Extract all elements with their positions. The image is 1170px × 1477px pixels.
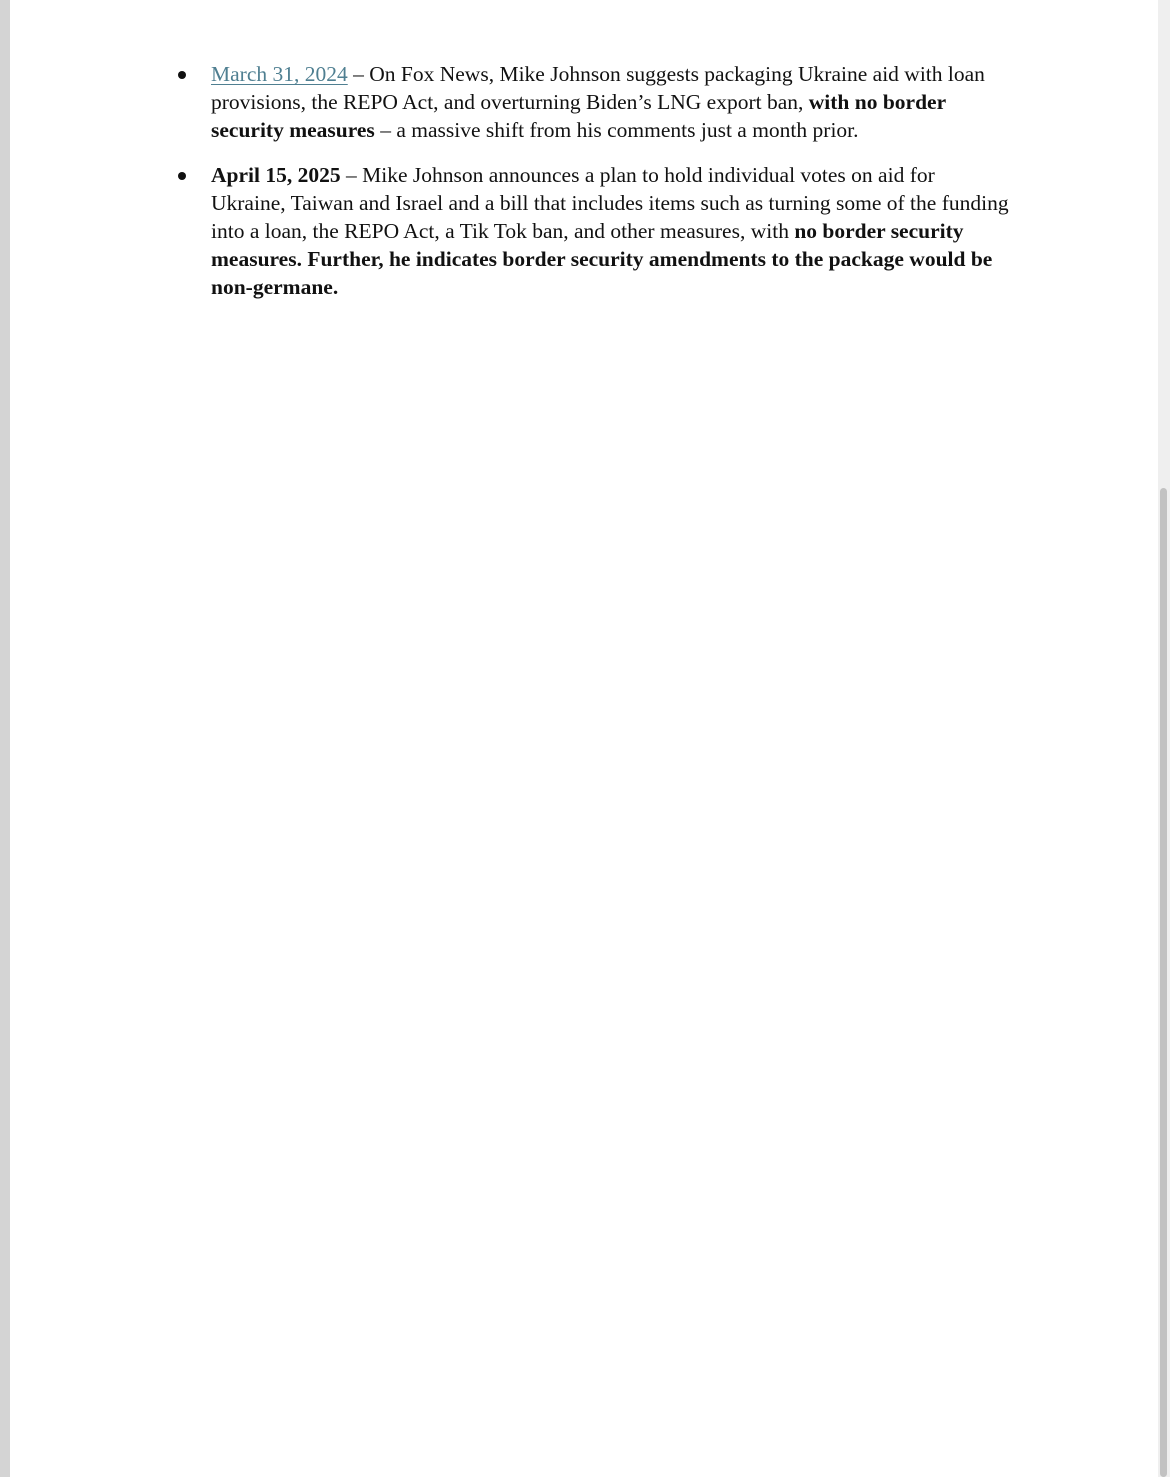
list-item xyxy=(170,161,1010,301)
scrollbar-thumb[interactable] xyxy=(1160,488,1167,1477)
bullet-list xyxy=(170,60,1010,301)
bullet-icon xyxy=(178,71,186,79)
item-body-text: – Mike Johnson announces a plan to hold individual votes on aid for Ukraine, Taiwan and Israel and a bill that includes items such as turning some of the funding into a loan, the REPO Act, a Tik Tok ban, and other measures, with xyxy=(211,163,1009,243)
bullet-icon xyxy=(178,172,186,180)
item-trailing-text: – a massive shift from his comments just a month prior. xyxy=(374,118,859,142)
vertical-scrollbar[interactable] xyxy=(1158,0,1170,1477)
item-bold-text: no border security measures. Further, he indicates border security amendments to the package would be non-germane. xyxy=(211,219,993,299)
item-bold-text: with no border security measures xyxy=(211,90,946,142)
page-content xyxy=(170,60,1010,318)
item-date: April 15, 2025 xyxy=(211,163,341,187)
document-page xyxy=(10,0,1158,1477)
item-text xyxy=(211,163,1009,299)
list-item xyxy=(170,60,1010,144)
item-body-text: – On Fox News, Mike Johnson suggests packaging Ukraine aid with loan provisions, the REPO Act, and overturning Biden’s LNG export ban, xyxy=(211,62,985,114)
item-text xyxy=(211,62,985,142)
date-link[interactable]: March 31, 2024 xyxy=(211,62,348,86)
